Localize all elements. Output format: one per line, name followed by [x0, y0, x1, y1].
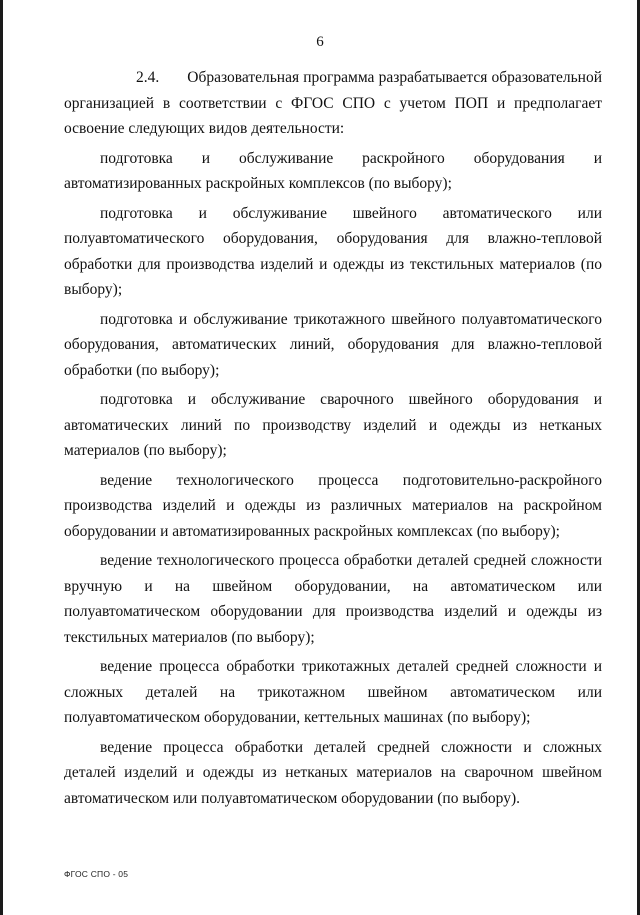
- footer-standard-code: ФГОС СПО - 05: [64, 869, 129, 879]
- section-intro-text: Образовательная программа разрабатывается образовательной организацией в соответствии с ФГОС СПО с учетом ПОП и предполагает освоение следующих видов деятельности:: [64, 69, 602, 137]
- activity-item: подготовка и обслуживание раскройного оборудования и автоматизированных раскройных комплексов (по выбору);: [64, 149, 602, 192]
- activity-item: ведение технологического процесса подготовительно-раскройного производства изделий и одежды из различных материалов на раскройном оборудовании и автоматизированных раскройных комплексах (по выбору);: [64, 471, 602, 540]
- activity-item: ведение технологического процесса обработки деталей средней сложности вручную и на швейном оборудовании, на автоматическом или полуавтоматическом оборудовании для производства изделий и одежды из текстильных материалов (по выбору);: [64, 552, 602, 646]
- activity-item: подготовка и обслуживание швейного автоматического или полуавтоматического оборудования, оборудования для влажно-тепловой обработки для производства изделий и одежды из текстильных материалов (по выбору);: [64, 204, 602, 298]
- activity-item: ведение процесса обработки трикотажных деталей средней сложности и сложных деталей на трикотажном швейном автоматическом или полуавтоматическом оборудовании, кеттельных машинах (по выбору);: [64, 658, 602, 726]
- document-body: [64, 65, 602, 815]
- activity-item: ведение процесса обработки деталей средней сложности и сложных деталей изделий и одежды из нетканых материалов на сварочном швейном автоматическом или полуавтоматическом оборудовании (по выбору).: [64, 738, 602, 807]
- section-number: 2.4.: [136, 69, 160, 86]
- activity-item: подготовка и обслуживание трикотажного швейного полуавтоматического оборудования, автоматических линий, оборудования для влажно-тепловой обработки (по выбору);: [64, 310, 602, 379]
- activity-item: подготовка и обслуживание сварочного швейного оборудования и автоматических линий по производству изделий и одежды из нетканых материалов (по выбору);: [64, 391, 602, 459]
- page-number: 6: [316, 34, 324, 50]
- section-intro-paragraph: [64, 65, 602, 142]
- scan-border-left: [0, 0, 3, 915]
